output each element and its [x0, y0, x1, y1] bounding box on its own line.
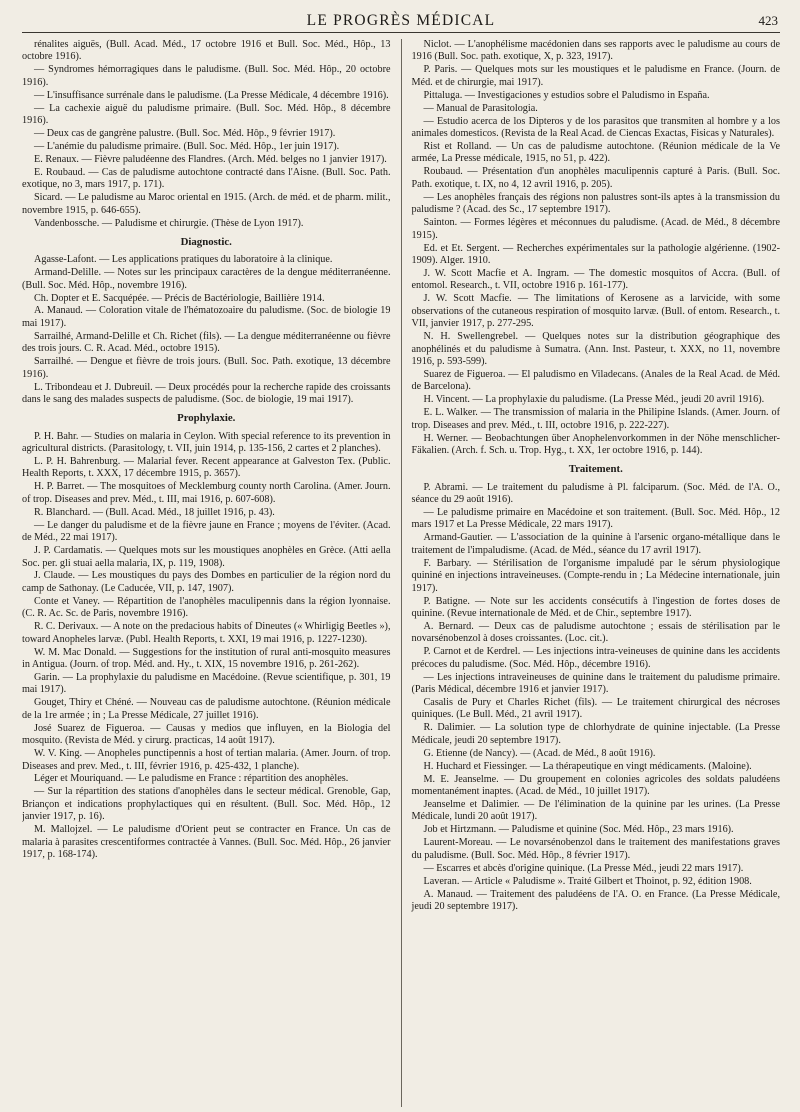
bibliography-entry: J. Claude. — Les moustiques du pays des Dombes en particulier de la région nord du camp de Sathonay. (Le Caducée, VII, p. 147, 1907).: [22, 570, 391, 594]
bibliography-entry: Suarez de Figueroa. — El paludismo en Viladecans. (Anales de la Real Acad. de Méd. de Barcelona).: [411, 368, 780, 393]
bibliography-entry: rénalites aiguës, (Bull. Acad. Méd., 17 octobre 1916 et Bull. Soc. Méd., Hôp., 13 octobre 1916).: [22, 39, 391, 63]
bibliography-entry: Sicard. — Le paludisme au Maroc oriental en 1915. (Arch. de méd. et de pharm. milit., novembre 1915, p. 646-655).: [22, 192, 391, 216]
bibliography-entry: L. Tribondeau et J. Dubreuil. — Deux procédés pour la recherche rapide des croissants dans le sang des malades suspects de paludisme. (Soc. de biologie, 19 mai 1917).: [22, 381, 391, 406]
bibliography-entry: P. H. Bahr. — Studies on malaria in Ceylon. With special reference to its prevention in agricultural districts. (Parasitology, t. VII, juin 1914, p. 135-156, 2 cartes et 2 planches).: [22, 430, 391, 455]
left-entries-b: [22, 254, 391, 406]
bibliography-entry: — Syndromes hémorragiques dans le paludisme. (Bull. Soc. Méd. Hôp., 20 octobre 1916).: [22, 64, 391, 88]
bibliography-entry: P. Abrami. — Le traitement du paludisme à Pl. falciparum. (Soc. Méd. de l'A. O., séance du 29 août 1916).: [411, 481, 780, 506]
right-entries-a: [412, 39, 781, 457]
running-head: [22, 10, 780, 33]
bibliography-entry: R. Blanchard. — (Bull. Acad. Méd., 18 juillet 1916, p. 43).: [34, 506, 275, 518]
bibliography-entry: Conte et Vaney. — Répartition de l'anophèles maculipennis dans la région lyonnaise. (C. R. Ac. Sc. de Paris, novembre 1916).: [22, 595, 391, 620]
bibliography-entry: A. Manaud. — Coloration vitale de l'hématozoaire du paludisme. (Soc. de biologie 19 mai 1917).: [22, 305, 391, 329]
left-entries-a: [22, 39, 391, 230]
bibliography-entry: — Le paludisme primaire en Macédoine et son traitement. (Bull. Soc. Méd. Hôp., 12 mars 1917 et La Presse Médicale, 22 mars 1917).: [411, 506, 780, 531]
bibliography-entry: Armand-Gautier. — L'association de la quinine à l'arsenic organo-métallique dans le traitement de l'impaludisme. (Acad. de Méd., séance du 17 avril 1917).: [411, 532, 780, 556]
bibliography-entry: P. Batigne. — Note sur les accidents consécutifs à l'ingestion de fortes doses de quinine. (Revue internationale de Méd. et de Chir., septembre 1917).: [411, 595, 780, 619]
bibliography-entry: J. W. Scott Macfie et A. Ingram. — The domestic mosquitos of Accra. (Bull. of entomol. Research., t. VII, octobre 1916 p. 161-177).: [411, 267, 780, 292]
bibliography-entry: Laurent-Moreau. — Le novarsénobenzol dans le traitement des manifestations graves du paludisme. (Bull. Soc. Méd. Hôp., 8 février 1917).: [411, 837, 780, 861]
bibliography-entry: Job et Hirtzmann. — Paludisme et quinine (Soc. Méd. Hôp., 23 mars 1916).: [423, 824, 734, 836]
bibliography-entry: Laveran. — Article « Paludisme ». Traité Gilbert et Thoinot, p. 92, édition 1908.: [423, 875, 752, 887]
bibliography-entry: H. P. Barret. — The mosquitoes of Mecklemburg county north Carolina. (Amer. Journ. of trop. Diseases and prev. Méd., t. III, mai 1916, p. 607-608).: [22, 481, 391, 505]
right-entries-b: [412, 482, 781, 914]
bibliography-entry: J. P. Cardamatis. — Quelques mots sur les moustiques anophèles en Grèce. (Atti aella Soc. per. gli stuai aella malaria, IX, p. 119, 1908).: [22, 545, 391, 569]
bibliography-entry: — Manual de Parasitologia.: [423, 102, 538, 114]
bibliography-entry: — Le danger du paludisme et de la fièvre jaune en France ; moyens de l'éviter. (Acad. de Méd., 22 mai 1917).: [22, 519, 391, 544]
bibliography-entry: Vandenbossche. — Paludisme et chirurgie. (Thèse de Lyon 1917).: [34, 217, 304, 229]
bibliography-entry: Ed. et Et. Sergent. — Recherches expérimentales sur la pathologie algérienne. (1902-1909). Alger. 1910.: [411, 242, 780, 266]
left-column: [22, 39, 401, 1107]
bibliography-entry: F. Barbary. — Stérilisation de l'organisme impaludé par le sérum physiologique quininé en injections intraveineuses. (Compte-rendu in ; La Médecine internationale, juin 1917).: [411, 557, 780, 594]
bibliography-entry: W. V. King. — Anopheles punctipennis a host of tertian malaria. (Amer. Journ. of trop. Diseases and prev. Med., t. III, février 1916, p. 425-432, 1 planche).: [22, 748, 391, 772]
bibliography-entry: — Les injections intraveineuses de quinine dans le traitement du paludisme primaire. (Paris Médical, décembre 1916 et janvier 1917).: [411, 671, 780, 696]
section-heading-traitement: Traitement.: [568, 463, 623, 476]
bibliography-entry: — L'anémie du paludisme primaire. (Bull. Soc. Méd. Hôp., 1er juin 1917).: [34, 141, 340, 152]
bibliography-entry: L. P. H. Bahrenburg. — Malarial fever. Recent appearance at Galveston Tex. (Public. Health Reports, t. XXX, 17 décembre 1915, p. 3657).: [22, 456, 391, 480]
bibliography-entry: R. C. Derivaux. — A note on the predacious habits of Dineutes (« Whirligig Beetles »), toward Anopheles larvæ. (Publ. Health Reports, t. XXI, 19 mai 1916, p. 1227-1230).: [22, 621, 391, 645]
bibliography-entry: — Estudio acerca de los Dipteros y de los parasitos que transmiten al hombre y a los animales domesticos. (Revista de la Real Acad. de Ciencas Exactas, Fisicas y Naturales).: [411, 115, 780, 140]
bibliography-entry: Rist et Rolland. — Un cas de paludisme autochtone. (Réunion médicale de la Ve armée, La Presse médicale, 1915, no 51, p. 422).: [411, 141, 780, 165]
bibliography-entry: E. Renaux. — Fièvre paludéenne des Flandres. (Arch. Méd. belges no 1 janvier 1917).: [34, 153, 387, 165]
bibliography-entry: E. Roubaud. — Cas de paludisme autochtone contracté dans l'Aisne. (Bull. Soc. Path. exotique, no 3, mars 1917, p. 171).: [22, 166, 391, 191]
bibliography-entry: N. H. Swellengrebel. — Quelques notes sur la distribution géographique des anophélinés et du paludisme à Sumatra. (Ann. Inst. Pasteur, t. XXX, no 11, novembre 1916, p. 593-599).: [411, 331, 780, 367]
columns: [22, 39, 780, 1107]
bibliography-entry: M. Mallojzel. — Le paludisme d'Orient peut se contracter en France. Un cas de malaria à parasites crescentiformes contractée à Vannes. (Bull. Soc. Méd. Hôp., 26 janvier 1917, p. 168-174).: [22, 824, 391, 861]
bibliography-entry: José Suarez de Figueroa. — Causas y medios que influyen, en la Biologia del mosquito. (Revista de Méd. y cirurg. practicas, 14 août 1917).: [22, 722, 391, 747]
bibliography-entry: A. Bernard. — Deux cas de paludisme autochtone ; essais de stérilisation par le novarsénobenzol à doses croissantes. (Loc. cit.).: [411, 620, 780, 645]
bibliography-entry: — La cachexie aiguë du paludisme primaire. (Bull. Soc. Méd. Hôp., 8 décembre 1916).: [22, 102, 391, 127]
bibliography-entry: G. Etienne (de Nancy). — (Acad. de Méd., 8 août 1916).: [423, 747, 656, 759]
bibliography-entry: E. L. Walker. — The transmission of malaria in the Philipine Islands. (Amer. Journ. of trop. Diseases and prev. Méd., t. III, octobre 1916, p. 222-227).: [411, 407, 780, 431]
bibliography-entry: Sarrailhé, Armand-Delille et Ch. Richet (fils). — La dengue méditerranéenne ou fièvre des trois jours. C. R. Acad. Méd., octobre 1915).: [22, 330, 391, 355]
bibliography-entry: A. Manaud. — Traitement des paludéens de l'A. O. en France. (La Presse Médicale, jeudi 20 septembre 1917).: [411, 888, 780, 913]
bibliography-entry: Ch. Dopter et E. Sacquépée. — Précis de Bactériologie, Baillière 1914.: [34, 292, 325, 304]
section-heading-prophylaxie: Prophylaxie.: [177, 412, 236, 425]
left-entries-c: [22, 431, 391, 862]
bibliography-entry: Sarrailhé. — Dengue et fièvre de trois jours. (Bull. Soc. Path. exotique, 13 décembre 1916).: [22, 356, 391, 380]
bibliography-entry: P. Paris. — Quelques mots sur les moustiques et le paludisme en France. (Journ. de Méd. et de chirurgie, mai 1917).: [411, 64, 780, 88]
bibliography-entry: W. M. Mac Donald. — Suggestions for the institution of rural anti-mosquito measures in Antigua. (Journ. of trop. Méd. and. Hy., t. XIX, 15 novembre 1916, p. 261-262).: [22, 646, 391, 671]
bibliography-entry: — Sur la répartition des stations d'anophèles dans le secteur médical. Grenoble, Gap, Briançon et indications prophylactiques qui en résultent. (Bull. Soc. Méd. Hôp., 12 janvier 1917, p. 16).: [22, 786, 391, 823]
journal-title: LE PROGRÈS MÉDICAL: [306, 12, 496, 29]
bibliography-entry: Garin. — La prophylaxie du paludisme en Macédoine. (Revue scientifique, p. 301, 19 mai 1917).: [22, 671, 391, 696]
section-heading-diagnostic: Diagnostic.: [180, 236, 232, 249]
bibliography-entry: Léger et Mouriquand. — Le paludisme en France : répartition des anophèles.: [34, 773, 349, 785]
bibliography-entry: Agasse-Lafont. — Les applications pratiques du laboratoire à la clinique.: [34, 254, 333, 266]
bibliography-entry: Pittaluga. — Investigaciones y estudios sobre el Paludismo in España.: [423, 89, 710, 101]
bibliography-entry: Gouget, Thiry et Chéné. — Nouveau cas de paludisme autochtone. (Réunion médicale de la 1re armée ; in ; La Presse Médicale, 27 juillet 1916).: [22, 697, 391, 721]
bibliography-entry: Armand-Delille. — Notes sur les principaux caractères de la dengue méditerranéenne. (Bull. Soc. Méd. Hôp., novembre 1916).: [22, 267, 391, 291]
bibliography-entry: Roubaud. — Présentation d'un anophèles maculipennis capturé à Paris. (Bull. Soc. Path. exotique, t. IX, no 4, 12 avril 1916, p. 205).: [411, 166, 780, 190]
bibliography-entry: — Les anophèles français des régions non palustres sont-ils aptes à la transmission du paludisme ? (Acad. des Sc., 17 septembre 1917).: [411, 191, 780, 216]
right-column: [401, 39, 781, 1107]
bibliography-entry: H. Huchard et Fiessinger. — La thérapeutique en vingt médicaments. (Maloine).: [423, 760, 752, 772]
bibliography-entry: Jeanselme et Dalimier. — De l'élimination de la quinine par les urines. (La Presse Médicale, lundi 20 août 1917).: [411, 799, 780, 823]
bibliography-entry: Niclot. — L'anophélisme macédonien dans ses rapports avec le paludisme au cours de 1916 (Bull. Soc. path. exotique, X, p. 323, 1917).: [411, 39, 780, 63]
bibliography-entry: H. Vincent. — La prophylaxie du paludisme. (La Presse Méd., jeudi 20 avril 1916).: [423, 394, 765, 406]
page-number: 423: [758, 13, 778, 28]
bibliography-entry: — L'insuffisance surrénale dans le paludisme. (La Presse Médicale, 4 décembre 1916).: [34, 89, 389, 101]
bibliography-entry: Sainton. — Formes légères et méconnues du paludisme. (Acad. de Méd., 8 décembre 1915).: [411, 217, 780, 241]
bibliography-entry: — Deux cas de gangrène palustre. (Bull. Soc. Méd. Hôp., 9 février 1917).: [34, 128, 336, 140]
bibliography-entry: Casalis de Pury et Charles Richet (fils). — Le traitement chirurgical des nécroses quiniques. (Le Bull. Méd., 21 avril 1917).: [411, 697, 780, 721]
bibliography-entry: M. E. Jeanselme. — Du groupement en colonies agricoles des soldats paludéens momentanément inaptes. (Acad. de Méd., 10 juillet 1917).: [411, 773, 780, 798]
bibliography-entry: P. Carnot et de Kerdrel. — Les injections intra-veineuses de quinine dans les accidents précoces du paludisme. (Soc. Méd. Hôp., décembre 1916).: [411, 646, 780, 670]
bibliography-entry: H. Werner. — Beobachtungen über Anophelenvorkommen in der Nöhe menschlicher-Fäkalien. (Arch. f. Sch. u. Trop. Hyg., t. XX, 1er octobre 1916, p. 144).: [411, 432, 780, 456]
bibliography-entry: — Escarres et abcès d'origine quinique. (La Presse Méd., jeudi 22 mars 1917).: [423, 862, 744, 874]
bibliography-entry: J. W. Scott Macfie. — The limitations of Kerosene as a larvicide, with some observations of the cutaneous respiration of mosquito larvæ. (Bull. of entom. Research., t. VII, janvier 1917, p. 277-295.: [411, 293, 780, 330]
bibliography-entry: R. Dalimier. — La solution type de chlorhydrate de quinine injectable. (La Presse Médicale, jeudi 20 septembre 1917).: [411, 722, 780, 746]
